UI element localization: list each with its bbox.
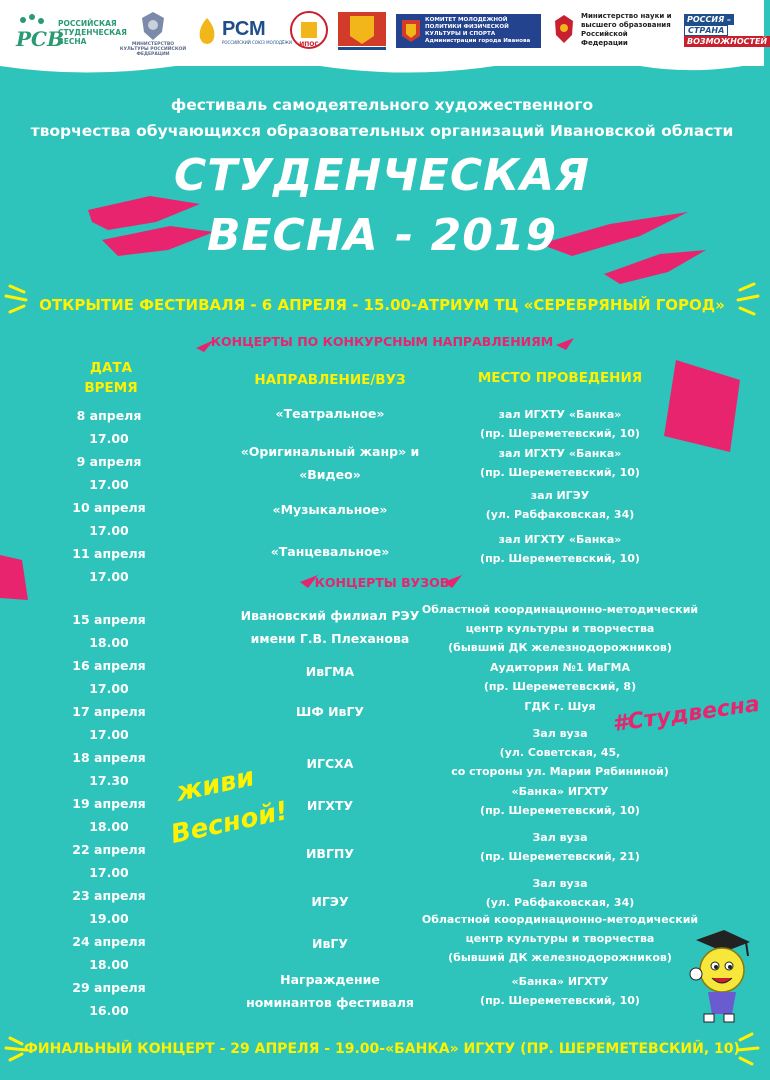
rsm-logo-sub: РОССИЙСКИЙ СОЮЗ МОЛОДЁЖИ — [222, 39, 292, 45]
table-row-direction: ИвГМА — [305, 664, 355, 679]
table-row-direction: «Музыкальное» — [272, 502, 388, 517]
svg-text:РСВ: РСВ — [16, 27, 64, 51]
opening-banner: ОТКРЫТИЕ ФЕСТИВАЛЯ - 6 АПРЕЛЯ - 15.00-АТРИУМ ТЦ «СЕРЕБРЯНЫЙ ГОРОД» — [39, 296, 725, 314]
komitet-logo-text: КОМИТЕТ МОЛОДЕЖНОЙ ПОЛИТИКИ ФИЗИЧЕСКОЙ КУЛЬТУРЫ И СПОРТА Администрации города Иванова — [425, 17, 531, 44]
section-univ-heading: КОНЦЕРТЫ ВУЗОВ — [314, 575, 450, 590]
section-contest-heading: КОНЦЕРТЫ ПО КОНКУРСНЫМ НАПРАВЛЕНИЯМ — [210, 334, 554, 349]
table-row-venue: зал ИГХТУ «Банка» (пр. Шереметевский, 10) — [480, 447, 640, 479]
table-row-venue: Зал вуза (ул. Рабфаковская, 34) — [485, 877, 635, 909]
hashtag-text: #Студвесна — [610, 691, 762, 738]
table-row-date: 9 апреля 17.00 — [76, 454, 142, 492]
rsm-logo-text: РСМ — [222, 17, 266, 40]
table-row-venue: Областной координационно-методический центр культуры и творчества (бывший ДК железнодорожников) — [421, 913, 699, 964]
main-title-line-2: ВЕСНА - 2019 — [206, 210, 558, 261]
minkult-logo-text: МИНИСТЕРСТВО КУЛЬТУРЫ РОССИЙСКОЙ ФЕДЕРАЦИИ — [119, 42, 187, 57]
slogan-line-1: живи — [173, 762, 258, 808]
studvesna-logo-text: РОССИЙСКАЯ СТУДЕНЧЕСКАЯ ВЕСНА — [58, 18, 127, 46]
russia-logo-line2: СТРАНА — [684, 25, 728, 36]
table-row-venue: зал ИГХТУ «Банка» (пр. Шереметевский, 10) — [480, 533, 640, 565]
table-row-venue: ГДК г. Шуя — [524, 700, 596, 713]
table-row-date: 16 апреля 17.00 — [72, 658, 146, 696]
minobr-logo-text: Министерство науки и высшего образования Российской Федерации — [581, 12, 672, 47]
final-concert-banner: ФИНАЛЬНЫЙ КОНЦЕРТ - 29 АПРЕЛЯ - 19.00-«БАНКА» ИГХТУ (ПР. ШЕРЕМЕТЕВСКИЙ, 10) — [24, 1041, 740, 1057]
date-header-line1: ДАТА — [89, 360, 133, 376]
table-row-direction: «Танцевальное» — [270, 544, 390, 559]
table-row-date: 29 апреля 16.00 — [72, 980, 146, 1018]
table-row-venue: Зал вуза (ул. Советская, 45, со стороны ул. Марии Рябининой) — [451, 727, 669, 778]
table-row-date: 24 апреля 18.00 — [72, 934, 146, 972]
table-row-date: 23 апреля 19.00 — [72, 888, 146, 926]
table-row-venue: зал ИГЭУ (ул. Рабфаковская, 34) — [485, 489, 635, 521]
table-row-venue: «Банка» ИГХТУ (пр. Шереметевский, 10) — [480, 975, 640, 1007]
subtitle-line-1: фестиваль самодеятельного художественного — [170, 96, 594, 114]
table-row-venue: зал ИГХТУ «Банка» (пр. Шереметевский, 10) — [480, 408, 640, 440]
table-row-direction: ИВГПУ — [305, 846, 355, 861]
table-row-venue: Зал вуза (пр. Шереметевский, 21) — [480, 831, 640, 863]
subtitle-line-2: творчества обучающихся образовательных организаций Ивановской области — [30, 122, 734, 140]
table-row-direction: «Оригинальный жанр» и «Видео» — [240, 444, 420, 482]
table-row-direction: «Театральное» — [275, 406, 385, 421]
russia-logo-line1: РОССИЯ – — [684, 14, 734, 25]
table-row-direction: Ивановский филиал РЭУ имени Г.В. Плеханова — [240, 608, 420, 646]
table-row-direction: ИГСХА — [306, 756, 354, 771]
smiley-mascot-icon — [678, 926, 758, 1026]
main-title-line-1: СТУДЕНЧЕСКАЯ — [173, 150, 591, 201]
table-row-direction: ИвГУ — [312, 936, 348, 951]
table-row-venue: «Банка» ИГХТУ (пр. Шереметевский, 10) — [480, 785, 640, 817]
table-row-date: 19 апреля 18.00 — [72, 796, 146, 834]
table-row-direction: Награждение номинантов фестиваля — [246, 972, 414, 1010]
table-row-date: 17 апреля 17.00 — [72, 704, 146, 742]
date-header-line2: ВРЕМЯ — [84, 380, 138, 396]
table-row-direction: ИГЭУ — [311, 894, 349, 909]
date-time-header — [56, 358, 166, 398]
table-row-direction: ИГХТУ — [306, 798, 354, 813]
table-row-date: 22 апреля 17.00 — [72, 842, 146, 880]
table-row-date: 18 апреля 17.30 — [72, 750, 146, 788]
slogan-line-2: Весной! — [168, 795, 291, 851]
russia-logo-line3: ВОЗМОЖНОСТЕЙ — [684, 36, 770, 47]
table-row-venue: Аудитория №1 ИвГМА (пр. Шереметевский, 8) — [483, 661, 637, 693]
table-row-venue: Областной координационно-методический центр культуры и творчества (бывший ДК железнодорожников) — [421, 603, 699, 654]
direction-header: НАПРАВЛЕНИЕ/ВУЗ — [254, 372, 406, 388]
table-row-direction: ШФ ИвГУ — [295, 704, 365, 719]
table-row-date: 8 апреля 17.00 — [76, 408, 142, 446]
table-row-date: 10 апреля 17.00 — [72, 500, 146, 538]
table-row-date: 15 апреля 18.00 — [72, 612, 146, 650]
ppos-logo-text: ИПОС — [299, 41, 319, 48]
venue-header: МЕСТО ПРОВЕДЕНИЯ — [477, 370, 643, 386]
table-row-date: 11 апреля 17.00 — [72, 546, 146, 584]
